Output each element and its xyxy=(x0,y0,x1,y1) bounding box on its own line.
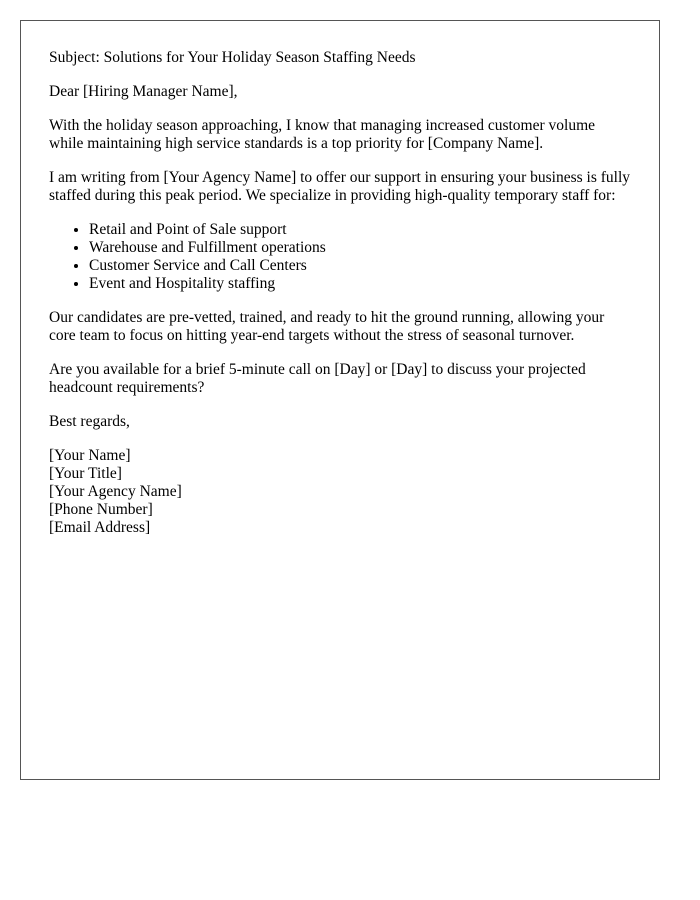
list-item: • Customer Service and Call Centers xyxy=(89,257,631,275)
letter-paragraph-call-request: Are you available for a brief 5-minute call on [Day] or [Day] to discuss your projected headcount requirements? xyxy=(49,361,586,396)
letter-paragraph-intro: With the holiday season approaching, I know that managing increased customer volume while maintaining high service standards is a top priority for [Company Name]. xyxy=(49,117,596,152)
signature-email: [Email Address] xyxy=(49,519,151,536)
list-item: • Warehouse and Fulfillment operations xyxy=(89,239,631,257)
letter-subject: Subject: Solutions for Your Holiday Season Staffing Needs xyxy=(49,49,416,66)
list-item: • Retail and Point of Sale support xyxy=(89,221,631,239)
services-list xyxy=(49,221,631,293)
signature-name: [Your Name] xyxy=(49,447,131,464)
letter-document xyxy=(20,20,660,780)
signature-block xyxy=(49,447,631,537)
signature-agency: [Your Agency Name] xyxy=(49,483,182,500)
list-item: • Event and Hospitality staffing xyxy=(89,275,631,293)
letter-greeting: Dear [Hiring Manager Name], xyxy=(49,83,238,100)
signature-phone: [Phone Number] xyxy=(49,501,153,518)
letter-paragraph-candidates: Our candidates are pre-vetted, trained, and ready to hit the ground running, allowing your core team to focus on hitting year-end targets without the stress of seasonal turnover. xyxy=(49,309,605,344)
letter-sign-off: Best regards, xyxy=(49,413,130,430)
signature-title: [Your Title] xyxy=(49,465,122,482)
letter-paragraph-offer: I am writing from [Your Agency Name] to offer our support in ensuring your business is fully staffed during this peak period. We specialize in providing high-quality temporary staff for: xyxy=(49,169,631,204)
